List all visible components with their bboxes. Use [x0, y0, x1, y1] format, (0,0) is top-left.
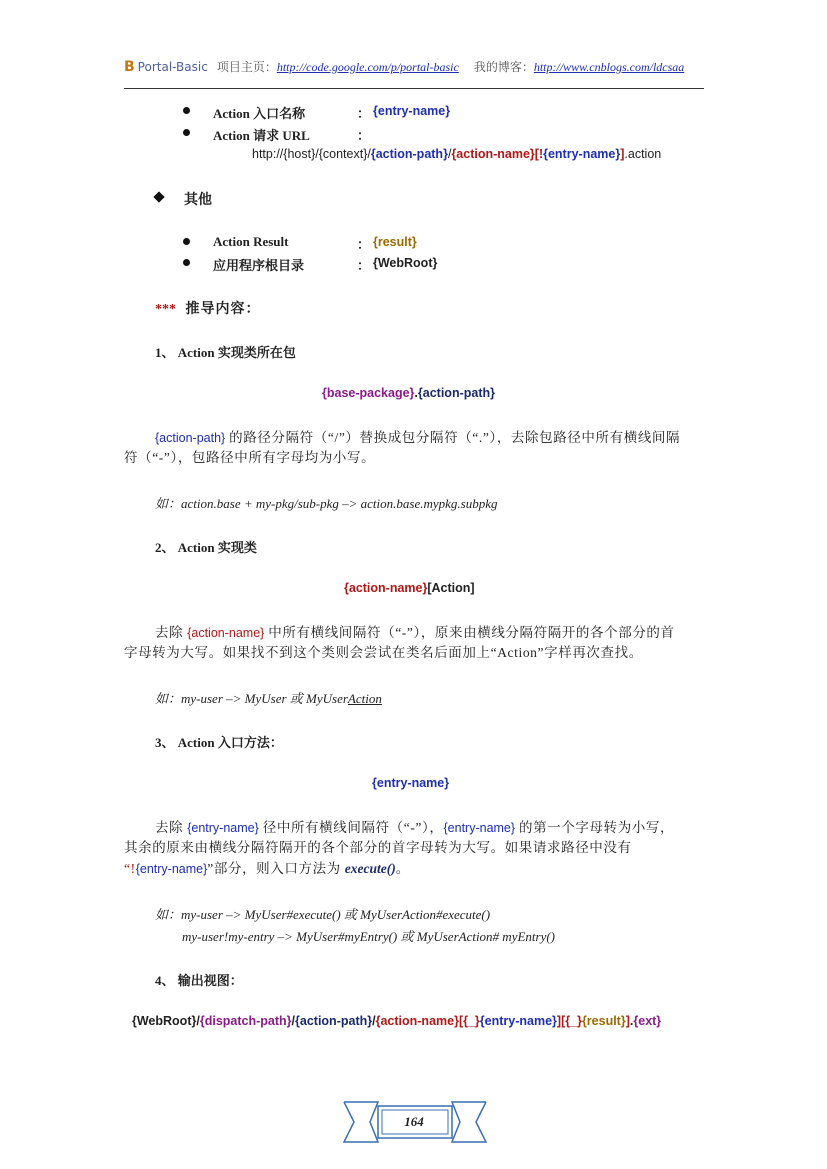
- section-1-paragraph-line-2: 符（“-”），包路径中所有字母均为小写。: [124, 450, 376, 465]
- entry-name-colon: ：: [357, 106, 371, 121]
- section-1-example: 如：action.base + my-pkg/sub-pkg –> action.base.mypkg.subpkg: [155, 496, 498, 511]
- bullet-icon: [183, 107, 190, 114]
- blog-label: 我的博客：: [473, 60, 534, 74]
- action-result-label: Action Result: [213, 234, 289, 249]
- output-view-formula: {WebRoot}/{dispatch-path}/{action-path}/{action-name}[{_}{entry-name}][{_}{result}].{ext}: [132, 1014, 662, 1028]
- section-3-example-line-2: my-user!my-entry –> MyUser#myEntry() 或 MyUserAction# myEntry(): [182, 929, 556, 944]
- request-url-colon: ：: [357, 128, 371, 143]
- home-link[interactable]: http://code.google.com/p/portal-basic: [276, 60, 459, 74]
- bullet-icon: [183, 129, 190, 136]
- logo-icon: B: [124, 59, 135, 75]
- home-label: 项目主页：: [216, 60, 277, 74]
- action-result-value: {result}: [373, 235, 417, 249]
- request-url-pattern: http://{host}/{context}/{action-path}/{action-name}[!{entry-name}].action: [252, 147, 662, 161]
- section-2-paragraph-line-1: 去除 {action-name} 中所有横线间隔符（“-”），原来由横线分隔符隔开的各个部分的首: [155, 625, 675, 640]
- derive-heading: [155, 298, 261, 318]
- section-3-paragraph-line-3: “!{entry-name}”部分，则入口方法为 execute()。: [124, 861, 410, 876]
- page-number: 164: [404, 1114, 424, 1129]
- derive-title: 推导内容：: [185, 302, 261, 317]
- section-3-example-line-1: 如：my-user –> MyUser#execute() 或 MyUserAction#execute(): [155, 907, 491, 922]
- section-2-example: 如：my-user –> MyUser 或 MyUserAction: [155, 691, 382, 706]
- section-1-formula: {base-package}.{action-path}: [322, 386, 495, 400]
- diamond-bullet-icon: [153, 191, 164, 202]
- webroot-value: {WebRoot}: [373, 256, 438, 270]
- entry-name-value: {entry-name}: [373, 104, 451, 118]
- bullet-icon: [183, 238, 190, 245]
- section-2-paragraph-line-2: 字母转为大写。如果找不到这个类则会尝试在类名后面加上“Action”字样再次查找。: [124, 645, 643, 660]
- section-3-formula: {entry-name}: [372, 776, 450, 790]
- section-2-formula: {action-name}[Action]: [344, 581, 475, 595]
- request-url-label: Action 请求 URL: [213, 128, 310, 143]
- action-result-colon: ：: [357, 237, 371, 252]
- page-header: [124, 58, 696, 75]
- header-divider: [124, 88, 704, 89]
- logo-text: Portal-Basic: [137, 60, 208, 74]
- section-3-paragraph-line-2: 其余的原来由横线分隔符隔开的各个部分的首字母转为大写。如果请求路径中没有: [124, 840, 632, 855]
- other-title: 其他: [184, 193, 212, 208]
- derive-stars: ***: [155, 302, 176, 317]
- section-3-paragraph-line-1: 去除 {entry-name} 径中所有横线间隔符（“-”），{entry-name} 的第一个字母转为小写，: [155, 820, 675, 835]
- bullet-icon: [183, 259, 190, 266]
- entry-name-label: Action 入口名称: [213, 106, 306, 121]
- blog-link[interactable]: http://www.cnblogs.com/ldcsaa: [533, 60, 685, 74]
- section-3-heading: 3、 Action 入口方法：: [155, 735, 283, 750]
- webroot-colon: ：: [357, 258, 371, 273]
- section-2-heading: 2、 Action 实现类: [155, 540, 257, 555]
- section-1-paragraph-line-1: {action-path} 的路径分隔符（“/”）替换成包分隔符（“.”），去除包路径中所有横线间隔: [155, 430, 681, 445]
- section-1-heading: 1、 Action 实现类所在包: [155, 345, 296, 360]
- section-4-heading: 4、 输出视图：: [155, 973, 243, 988]
- webroot-label: 应用程序根目录: [213, 258, 305, 273]
